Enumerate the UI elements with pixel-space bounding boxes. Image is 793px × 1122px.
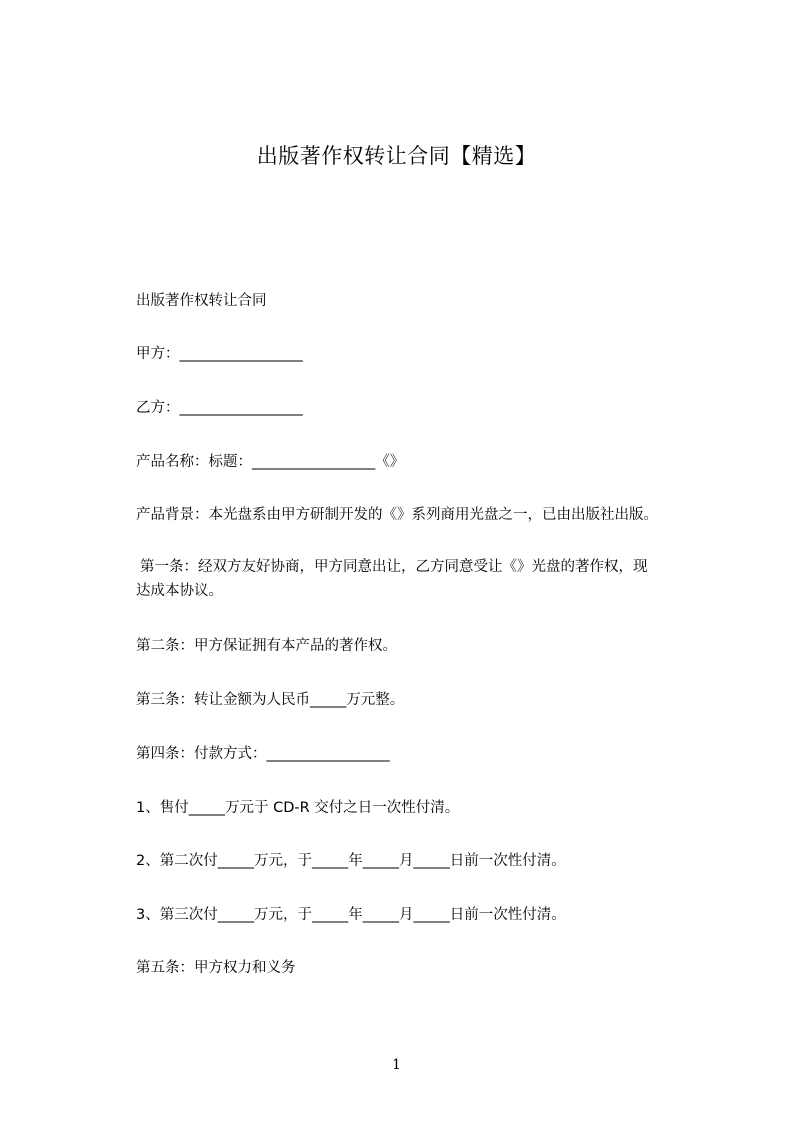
- payment-item-3: 3、第三次付_____万元，于_____年_____月_____日前一次性付清。: [136, 907, 566, 923]
- payment-item-1: 1、售付_____万元于 CD-R 交付之日一次性付清。: [136, 800, 460, 816]
- article-three: 第三条：转让金额为人民币_____万元整。: [136, 692, 405, 708]
- party-a-line: 甲方：_________________: [136, 346, 303, 362]
- page-number: 1: [392, 1057, 401, 1073]
- payment-item-2: 2、第二次付_____万元，于_____年_____月_____日前一次性付清。: [136, 853, 566, 869]
- document-title: 出版著作权转让合同【精选】: [256, 144, 537, 168]
- article-one-line-1: 第一条：经双方友好协商，甲方同意出让，乙方同意受让《》光盘的著作权，现: [140, 559, 648, 575]
- product-name-line: 产品名称：标题：_________________《》: [136, 454, 405, 470]
- contract-heading: 出版著作权转让合同: [136, 293, 267, 309]
- article-five: 第五条：甲方权力和义务: [136, 960, 296, 976]
- party-b-line: 乙方：_________________: [136, 400, 303, 416]
- article-two: 第二条：甲方保证拥有本产品的著作权。: [136, 638, 397, 654]
- product-background-line: 产品背景：本光盘系由甲方研制开发的《》系列商用光盘之一，已由出版社出版。: [136, 507, 658, 523]
- article-four: 第四条：付款方式：_________________: [136, 746, 390, 762]
- article-one-line-2: 达成本协议。: [136, 583, 223, 599]
- article-one: [136, 555, 708, 603]
